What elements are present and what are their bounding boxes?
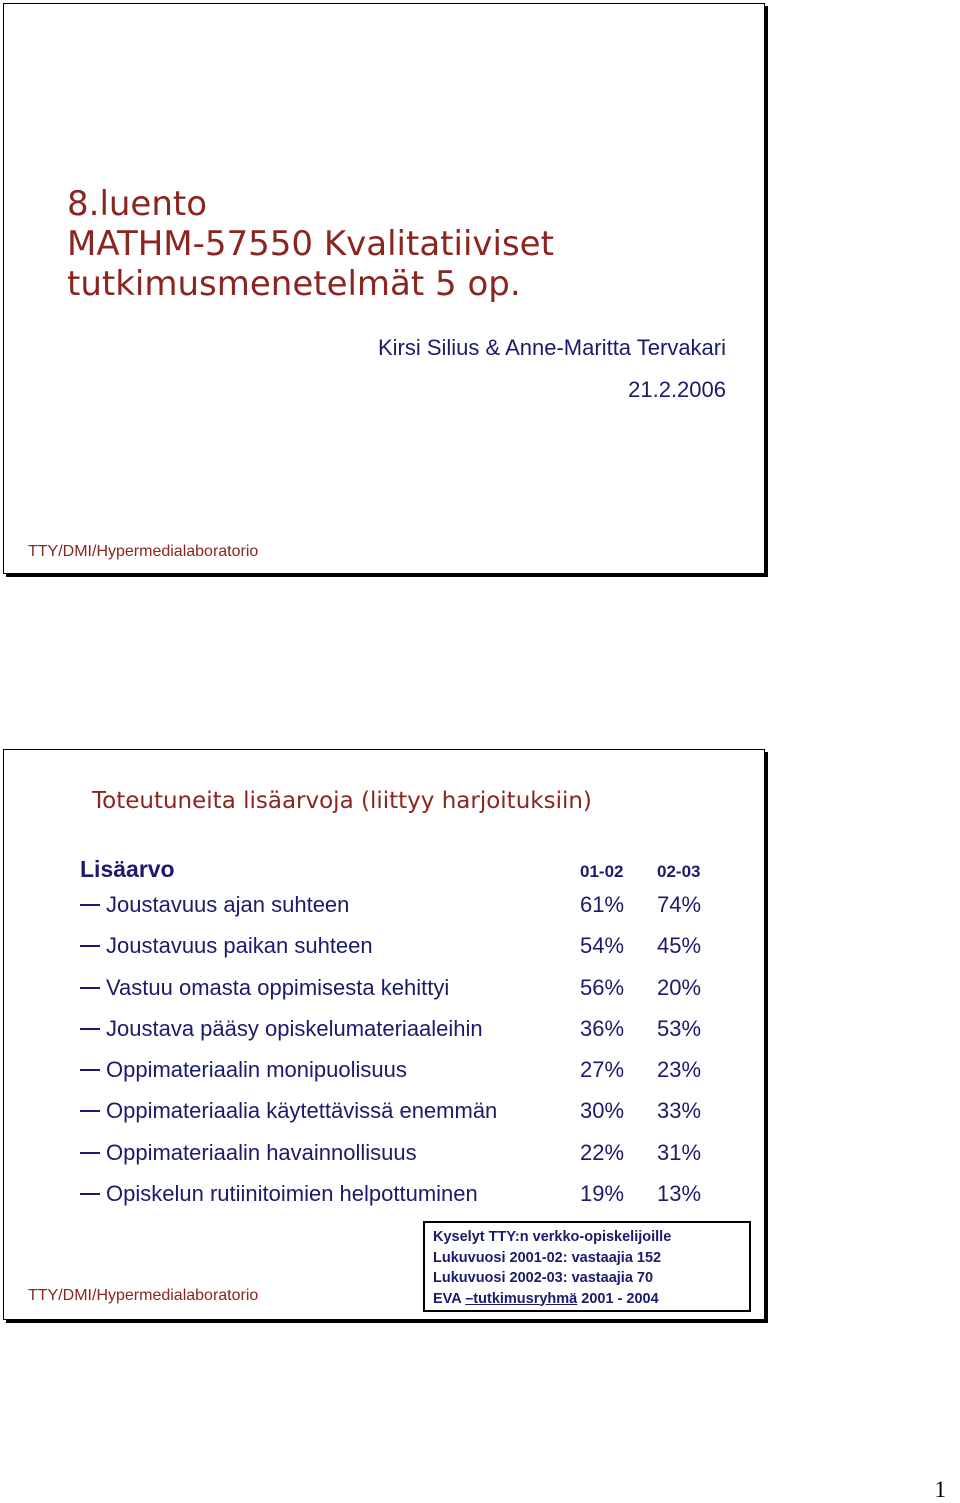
dash-bullet [80, 987, 100, 989]
table-header [80, 854, 720, 884]
dash-bullet [80, 945, 100, 947]
header-label: Lisäarvo [80, 856, 175, 882]
row-value-0102: 30% [580, 1098, 625, 1124]
dash-bullet [80, 1193, 100, 1195]
slide-footer: TTY/DMI/Hypermedialaboratorio [28, 543, 259, 560]
title-line: tutkimusmenetelmät 5 op. [67, 264, 521, 304]
row-item: Opiskelun rutiinitoimien helpottuminen [106, 1181, 478, 1207]
dash-bullet [80, 1028, 100, 1030]
dash-bullet [80, 904, 100, 906]
row-item: Oppimateriaalia käytettävissä enemmän [106, 1098, 498, 1124]
row-value-0102: 36% [580, 1015, 625, 1041]
row-value-0203: 31% [657, 1139, 702, 1165]
page-number: 1 [934, 1477, 946, 1502]
info-line: Lukuvuosi 2002-03: vastaajia 70 [433, 1270, 654, 1286]
row-item: Joustava pääsy opiskelumateriaaleihin [106, 1015, 483, 1041]
row-value-0102: 56% [580, 974, 625, 1000]
info-line-part: EVA [433, 1290, 466, 1307]
row-value-0203: 33% [657, 1098, 702, 1124]
table-row [80, 1132, 720, 1173]
row-value-0102: 54% [580, 933, 625, 959]
row-value-0102: 27% [580, 1057, 625, 1083]
row-item: Joustavuus ajan suhteen [106, 892, 350, 917]
table-row [80, 1173, 720, 1214]
slide-1 [3, 3, 765, 574]
title-line: MATHM-57550 Kvalitatiiviset [67, 224, 554, 264]
slide-footer: TTY/DMI/Hypermedialaboratorio [28, 1287, 259, 1304]
dash-bullet [80, 1152, 100, 1154]
date: 21.2.2006 [628, 377, 726, 402]
value-table [80, 854, 720, 1214]
table-row [80, 1008, 720, 1049]
table-row [80, 925, 720, 966]
table-row [80, 1090, 720, 1131]
table-row [80, 967, 720, 1008]
row-item: Joustavuus paikan suhteen [106, 933, 373, 959]
row-value-0102: 22% [580, 1139, 625, 1165]
row-value-0203: 53% [657, 1015, 702, 1041]
row-item: Vastuu omasta oppimisesta kehittyi [106, 974, 450, 1000]
header-col-0102: 01-02 [580, 862, 624, 881]
dash-bullet [80, 1110, 100, 1112]
info-line: Kyselyt TTY:n verkko-opiskelijoille [433, 1229, 672, 1245]
info-line-part: 2001 - 2004 [577, 1290, 659, 1307]
row-value-0203: 13% [657, 1181, 702, 1207]
row-item: Oppimateriaalin havainnollisuus [106, 1139, 417, 1165]
slide-1-title [67, 184, 554, 304]
row-value-0203: 74% [657, 892, 702, 917]
row-value-0203: 23% [657, 1057, 702, 1083]
info-line [433, 1289, 741, 1310]
dash-bullet [80, 1069, 100, 1071]
row-value-0203: 20% [657, 974, 702, 1000]
table-row [80, 1049, 720, 1090]
row-item: Oppimateriaalin monipuolisuus [106, 1057, 407, 1083]
slide-2-title: Toteutuneita lisäarvoja (liittyy harjoituksiin) [92, 788, 592, 814]
info-line-underlined: –tutkimusryhmä [465, 1290, 578, 1307]
row-value-0102: 19% [580, 1181, 625, 1207]
survey-info-box [423, 1221, 751, 1312]
info-line: Lukuvuosi 2001-02: vastaajia 152 [433, 1249, 662, 1266]
table-row [80, 884, 720, 925]
title-line: 8.luento [67, 184, 208, 224]
header-col-0203: 02-03 [657, 862, 701, 881]
authors: Kirsi Silius & Anne-Maritta Tervakari [377, 335, 726, 360]
row-value-0102: 61% [580, 892, 625, 917]
row-value-0203: 45% [657, 933, 702, 959]
slide-2 [3, 749, 765, 1320]
